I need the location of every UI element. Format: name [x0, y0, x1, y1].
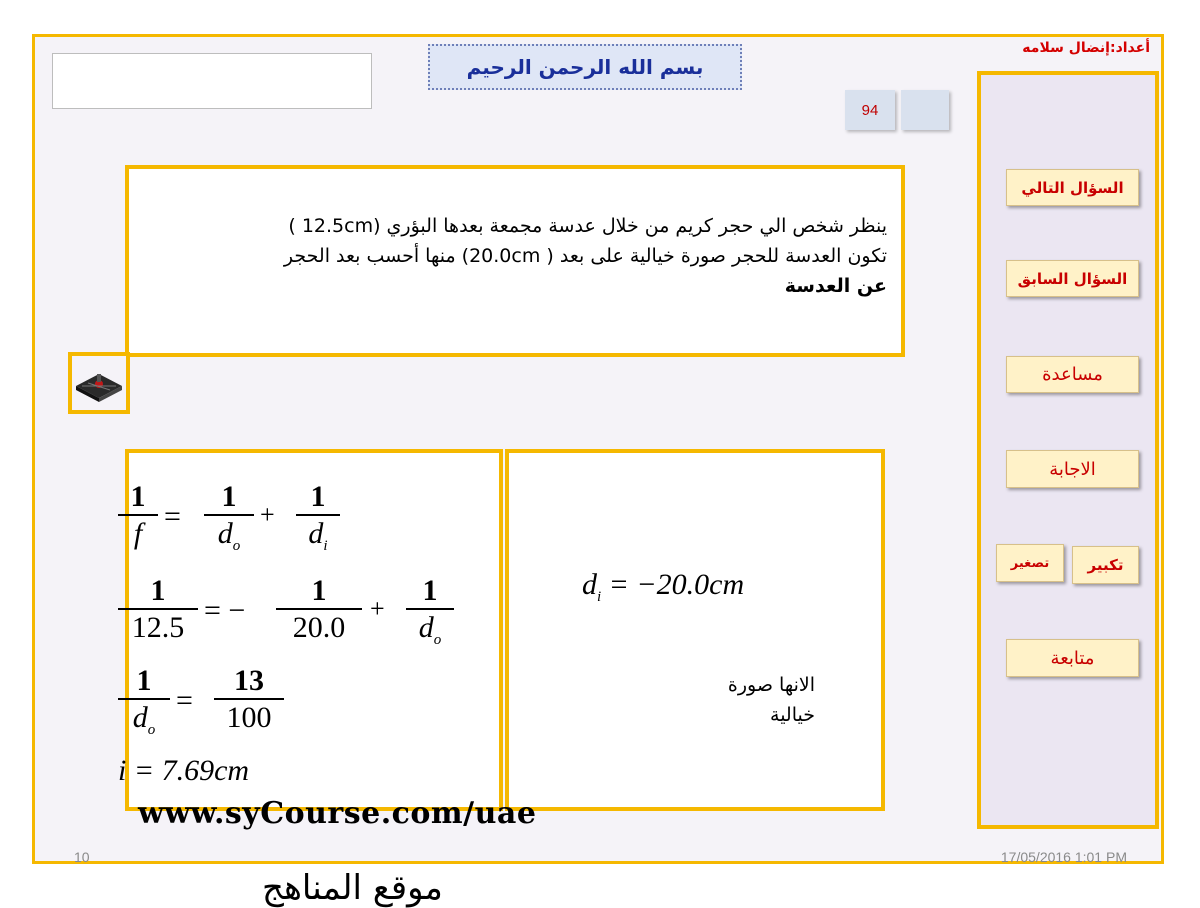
eq3-lhs: 1 $d_o$: [118, 664, 170, 748]
previous-question-button[interactable]: السؤال السابق: [1006, 260, 1139, 297]
website-url: www.syCourse.com/uae: [138, 796, 537, 831]
zoom-in-button[interactable]: تكبير: [1072, 546, 1139, 584]
speaker-icon: [72, 356, 126, 410]
sound-button[interactable]: [68, 352, 130, 414]
zoom-out-button[interactable]: تصغير: [996, 544, 1064, 582]
question-number-box: 94: [845, 90, 895, 130]
answer-note: [615, 670, 815, 730]
question-text: [139, 211, 887, 301]
eq2-term1: 1 20.0: [276, 574, 362, 646]
author-credit: أعداد:إنضال سلامه: [1022, 40, 1150, 56]
help-button[interactable]: مساعدة: [1006, 356, 1139, 393]
given-value: $d_i = -20.0cm$: [582, 568, 745, 605]
answer-button[interactable]: الاجابة: [1006, 450, 1139, 488]
answer-note-line-1: الانها صورة: [727, 674, 815, 696]
eq2-lhs: 1 12.5: [118, 574, 198, 646]
slide-number: 10: [74, 849, 90, 865]
slide-datetime: 17/05/2016 1:01 PM: [1000, 849, 1127, 865]
given-box: [505, 449, 885, 811]
next-question-button[interactable]: السؤال التالي: [1006, 169, 1139, 206]
answer-note-line-2: خيالية: [770, 704, 815, 726]
eq1-term2: 1 $d_i$: [296, 480, 340, 564]
continue-button[interactable]: متابعة: [1006, 639, 1139, 677]
site-name: موقع المناهج: [262, 868, 443, 908]
basmala-banner: بسم الله الرحمن الرحيم: [428, 44, 742, 90]
question-line-3: عن العدسة: [784, 275, 887, 297]
eq1-term1: 1 $d_o$: [204, 480, 254, 564]
eq2-term2: 1 $d_o$: [406, 574, 454, 658]
question-line-2: تكون العدسة للحجر صورة خيالية على بعد ( 20.0cm) منها أحسب بعد الحجر: [283, 245, 887, 267]
question-line-1: ينظر شخص الي حجر كريم من خلال عدسة مجمعة بعدها البؤري (12.5cm ): [288, 215, 887, 237]
score-box: [901, 90, 949, 130]
blank-text-box[interactable]: [52, 53, 372, 109]
question-box: [125, 165, 905, 357]
eq3-rhs: 13 100: [214, 664, 284, 736]
eq1-lhs: 1 f: [118, 480, 158, 552]
solution-result: i = 7.69cm: [118, 754, 250, 787]
